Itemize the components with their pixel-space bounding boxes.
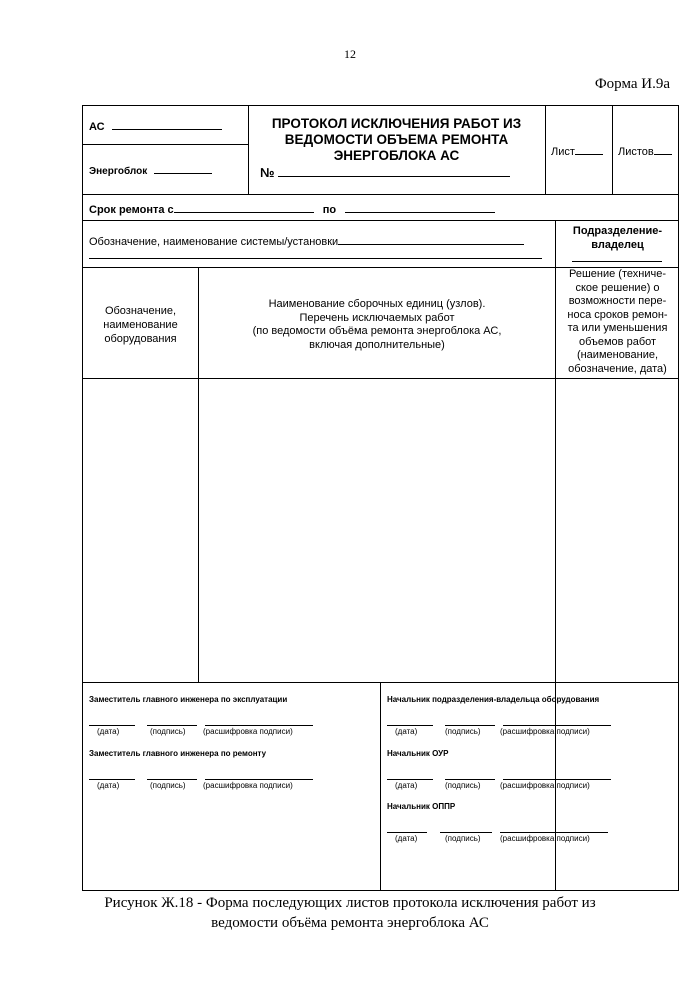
number-field	[260, 165, 510, 180]
number-label: №	[260, 165, 275, 180]
decode-caption: (расшифровка подписи)	[500, 781, 590, 790]
divider	[82, 194, 679, 195]
signature-line	[503, 725, 611, 726]
sheets-field	[618, 143, 672, 158]
signer-title: Начальник ОППР	[387, 802, 456, 811]
sheets-blank	[654, 143, 672, 155]
col2-line: (по ведомости объёма ремонта энергоблока АС,	[252, 325, 502, 337]
date-caption: (дата)	[97, 781, 120, 790]
col3-line: объемов работ	[578, 335, 657, 348]
signature-line	[500, 832, 608, 833]
column-header-equipment	[83, 304, 198, 346]
signature-line	[445, 779, 495, 780]
col2-line: включая дополнительные)	[309, 338, 445, 351]
title-line-1: ПРОТОКОЛ ИСКЛЮЧЕНИЯ РАБОТ ИЗ	[271, 116, 522, 131]
signature-line	[387, 832, 427, 833]
col1-line: оборудования	[104, 333, 177, 345]
divider	[380, 682, 381, 890]
number-blank	[278, 165, 510, 177]
owner-blank	[572, 261, 662, 262]
signature-line	[445, 725, 495, 726]
signature-line	[89, 779, 135, 780]
system-blank	[338, 233, 524, 245]
date-caption: (дата)	[395, 781, 418, 790]
col2-line: Перечень исключаемых работ	[299, 311, 455, 324]
sign-caption: (подпись)	[445, 727, 481, 736]
form-label: Форма И.9а	[594, 76, 670, 92]
decode-caption: (расшифровка подписи)	[500, 727, 590, 736]
repair-to-label: по	[322, 204, 337, 216]
signer-title: Начальник подразделения-владельца оборудования	[387, 695, 600, 704]
title-line-2: ВЕДОМОСТИ ОБЪЕМА РЕМОНТА	[284, 132, 509, 147]
sheet-blank	[575, 143, 603, 155]
repair-term-field	[89, 201, 495, 216]
column-header-works	[199, 298, 555, 352]
signature-line	[387, 779, 433, 780]
sign-caption: (подпись)	[150, 727, 186, 736]
page-number: 12	[344, 47, 356, 61]
divider	[545, 105, 546, 194]
sheet-label: Лист	[551, 146, 575, 158]
col3-line: возможности пере-	[568, 295, 667, 307]
as-label: АС	[89, 121, 105, 133]
column-header-decision	[556, 268, 679, 376]
decode-caption: (расшифровка подписи)	[203, 781, 293, 790]
col3-line: Решение (техниче-	[569, 268, 666, 280]
decode-caption: (расшифровка подписи)	[500, 834, 590, 843]
signature-line	[205, 779, 313, 780]
signature-line	[147, 725, 197, 726]
col3-line: ское решение) о	[575, 281, 660, 294]
owner-line-1: Подразделение-	[572, 225, 663, 237]
col2-line: Наименование сборочных единиц (узлов).	[268, 298, 486, 310]
repair-to-blank	[345, 201, 495, 213]
sign-caption: (подпись)	[445, 781, 481, 790]
title-line-3: ЭНЕРГОБЛОКА АС	[333, 148, 460, 163]
form-title	[249, 116, 544, 164]
col3-line: обозначение, дата)	[568, 362, 667, 375]
caption-line-2: ведомости объёма ремонта энергоблока АС	[211, 915, 489, 931]
divider	[82, 220, 679, 221]
unit-blank	[154, 162, 212, 174]
date-caption: (дата)	[395, 727, 418, 736]
divider	[82, 378, 679, 379]
signature-line	[503, 779, 611, 780]
divider	[82, 144, 248, 145]
signature-line	[205, 725, 313, 726]
date-caption: (дата)	[395, 834, 418, 843]
signer-title: Заместитель главного инженера по эксплуатации	[89, 695, 288, 704]
col1-line: наименование	[103, 319, 178, 331]
unit-label: Энергоблок	[89, 166, 148, 177]
repair-term-label: Срок ремонта с	[89, 204, 174, 216]
as-field	[89, 118, 222, 133]
as-blank	[112, 118, 222, 130]
col3-line: (наименование,	[576, 349, 659, 361]
figure-caption	[0, 893, 700, 933]
decode-caption: (расшифровка подписи)	[203, 727, 293, 736]
signature-line	[89, 725, 135, 726]
unit-field	[89, 162, 212, 177]
sign-caption: (подпись)	[445, 834, 481, 843]
system-blank-2	[89, 258, 542, 259]
signature-line	[440, 832, 492, 833]
system-field	[89, 233, 524, 248]
sign-caption: (подпись)	[150, 781, 186, 790]
col3-line: носа сроков ремон-	[567, 308, 668, 321]
signer-title: Начальник ОУР	[387, 749, 449, 758]
system-label: Обозначение, наименование системы/установки	[89, 236, 339, 248]
caption-line-1: Рисунок Ж.18 - Форма последующих листов протокола исключения работ из	[104, 895, 596, 911]
owner-line-2: владелец	[591, 239, 644, 251]
signer-title: Заместитель главного инженера по ремонту	[89, 749, 267, 758]
sheets-label: Листов	[618, 146, 654, 158]
owner-header	[556, 224, 679, 252]
col3-line: та или уменьшения	[567, 322, 668, 334]
divider	[612, 105, 613, 194]
sheet-field	[551, 143, 603, 158]
col1-line: Обозначение,	[104, 305, 177, 317]
date-caption: (дата)	[97, 727, 120, 736]
repair-from-blank	[174, 201, 314, 213]
signature-line	[147, 779, 197, 780]
signature-line	[387, 725, 433, 726]
